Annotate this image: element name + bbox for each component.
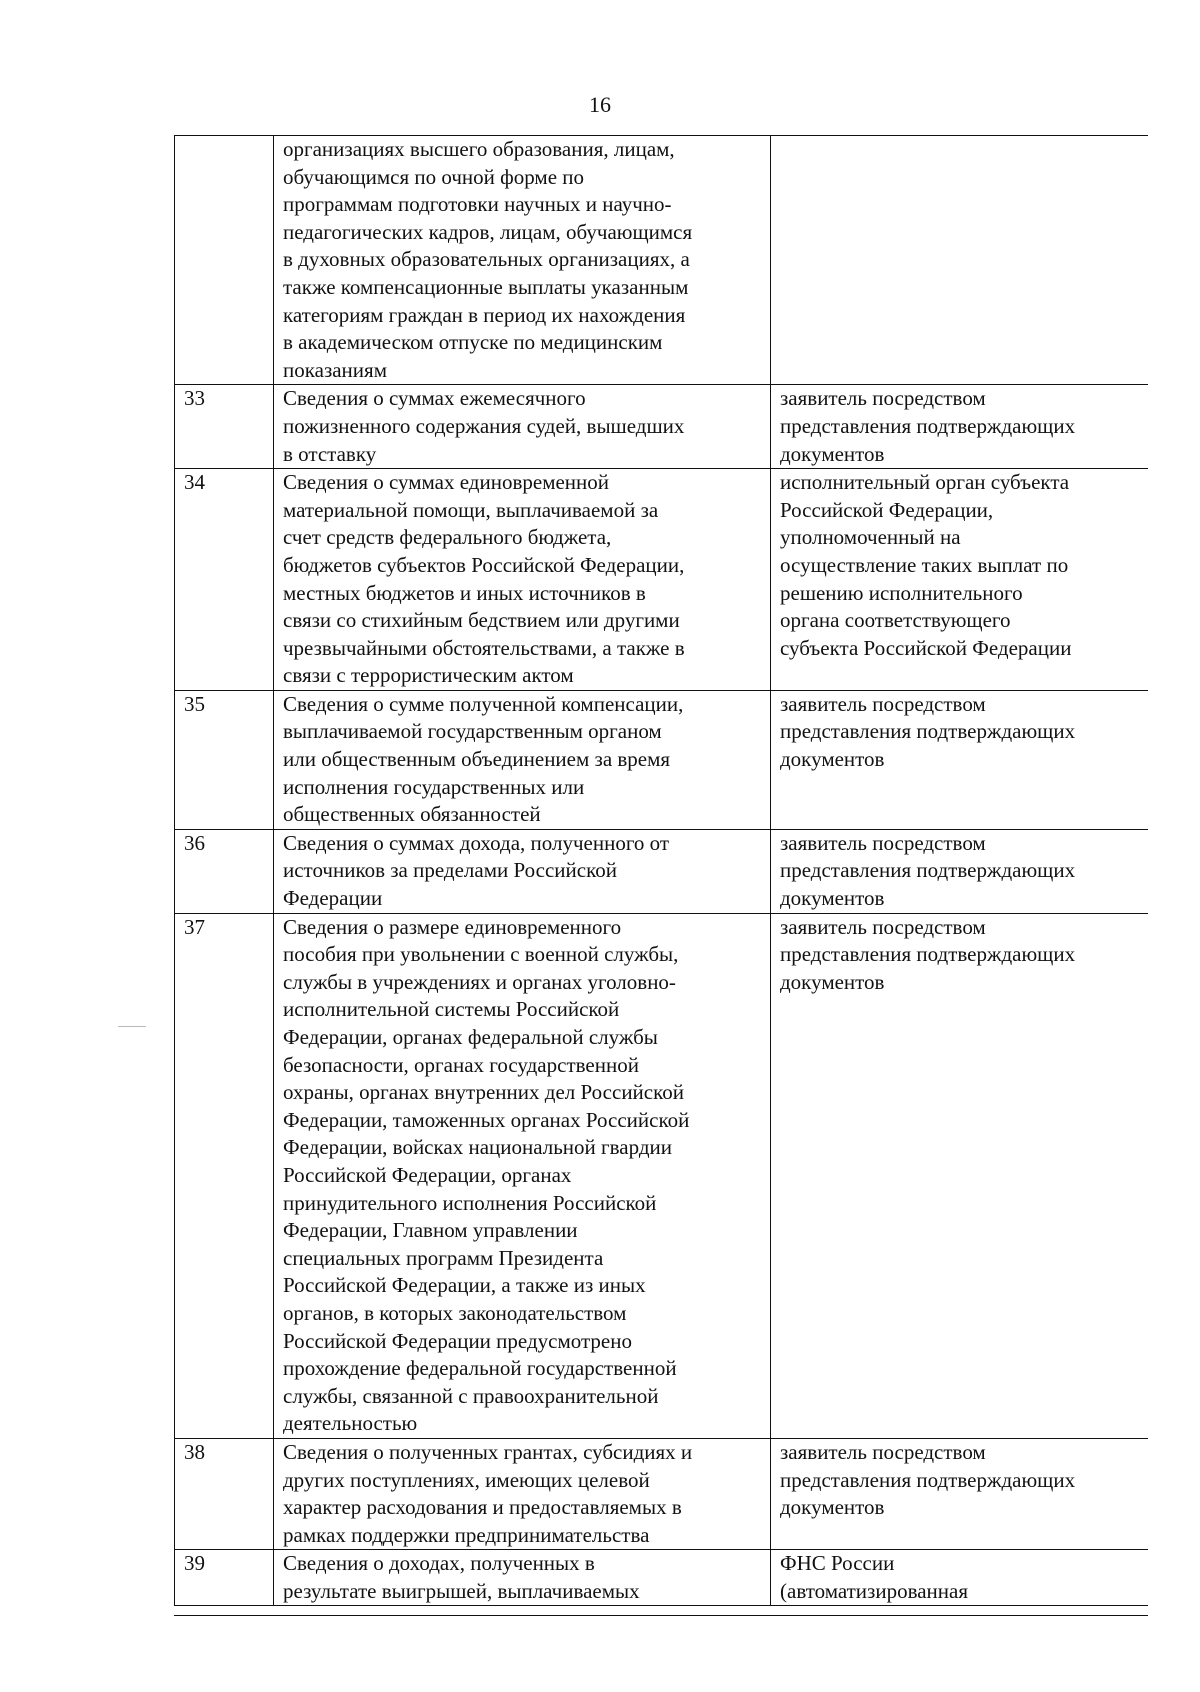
row-description (274, 1550, 771, 1606)
source-line: уполномоченный на (780, 525, 961, 550)
description-line: источников за пределами Российской (283, 858, 617, 883)
source-line: документов (780, 886, 885, 911)
source-line: (автоматизированная (780, 1578, 968, 1603)
source-line: документов (780, 441, 885, 466)
description-line: Федерации, Главном управлении (283, 1218, 578, 1243)
table-row (175, 690, 1149, 829)
description-line: в духовных образовательных организациях, а (283, 247, 690, 272)
source-line: субъекта Российской Федерации (780, 635, 1072, 660)
source-line: представления подтверждающих (780, 719, 1076, 744)
description-line: Федерации (283, 886, 383, 911)
source-line: заявитель посредством (780, 1439, 986, 1464)
table-row (175, 136, 1149, 385)
description-line: также компенсационные выплаты указанным (283, 274, 689, 299)
description-line: пожизненного содержания судей, вышедших (283, 413, 685, 438)
source-line: представления подтверждающих (780, 1467, 1076, 1492)
description-line: в академическом отпуске по медицинским (283, 330, 663, 355)
description-line: других поступлениях, имеющих целевой (283, 1467, 650, 1492)
description-line: результате выигрышей, выплачиваемых (283, 1578, 640, 1603)
row-source (771, 690, 1149, 829)
source-line: органа соответствующего (780, 608, 1011, 633)
description-line: Российской Федерации, органах (283, 1162, 572, 1187)
row-number: 34 (175, 469, 274, 691)
description-line: рамках поддержки предпринимательства (283, 1522, 650, 1547)
row-description (274, 913, 771, 1438)
source-line: документов (780, 969, 885, 994)
source-line: осуществление таких выплат по (780, 552, 1069, 577)
description-line: общественных обязанностей (283, 802, 541, 827)
description-line: деятельностью (283, 1411, 418, 1436)
description-line: Федерации, органах федеральной службы (283, 1025, 658, 1049)
description-line: или общественным объединением за время (283, 747, 671, 772)
page-number: 16 (589, 92, 611, 117)
row-description (274, 385, 771, 469)
description-line: категориям граждан в период их нахождения (283, 302, 686, 327)
document-table-wrapper (174, 135, 1148, 1616)
source-line: представления подтверждающих (780, 942, 1076, 967)
description-line: программам подготовки научных и научно- (283, 192, 672, 217)
description-line: Сведения о суммах единовременной (283, 470, 610, 495)
source-line: ФНС России (780, 1551, 895, 1576)
row-description (274, 690, 771, 829)
table-row (175, 913, 1149, 1438)
description-line: Сведения о полученных грантах, субсидиях и (283, 1439, 693, 1464)
source-line: заявитель посредством (780, 914, 986, 939)
row-number: 35 (175, 690, 274, 829)
row-number: 33 (175, 385, 274, 469)
source-line: заявитель посредством (780, 386, 986, 411)
row-description (274, 469, 771, 691)
description-line: характер расходования и предоставляемых в (283, 1495, 682, 1520)
description-line: организациях высшего образования, лицам, (283, 137, 675, 161)
source-line: документов (780, 747, 885, 772)
description-line: специальных программ Президента (283, 1245, 604, 1270)
description-line: местных бюджетов и иных источников в (283, 580, 646, 605)
description-line: Сведения о сумме полученной компенсации, (283, 691, 684, 716)
description-line: Сведения о суммах дохода, полученного от (283, 830, 670, 855)
description-line: Российской Федерации предусмотрено (283, 1328, 632, 1353)
description-line: Сведения о размере единовременного (283, 914, 622, 939)
row-source (771, 1438, 1149, 1549)
description-line: Федерации, таможенных органах Российской (283, 1107, 690, 1132)
row-number: 36 (175, 829, 274, 913)
description-line: показаниям (283, 357, 387, 382)
source-line: заявитель посредством (780, 830, 986, 855)
description-line: чрезвычайными обстоятельствами, а также в (283, 635, 685, 660)
description-line: исполнения государственных или (283, 774, 585, 799)
description-line: безопасности, органах государственной (283, 1052, 639, 1077)
description-line: пособия при увольнении с военной службы, (283, 942, 679, 967)
table-row (175, 469, 1149, 691)
table-body (175, 136, 1149, 1606)
row-description (274, 136, 771, 385)
table-row (175, 385, 1149, 469)
description-line: Сведения о суммах ежемесячного (283, 386, 586, 411)
source-line: Российской Федерации, (780, 497, 994, 522)
row-number: 37 (175, 913, 274, 1438)
description-line: счет средств федерального бюджета, (283, 525, 612, 550)
row-source (771, 913, 1149, 1438)
description-line: службы в учреждениях и органах уголовно- (283, 969, 676, 994)
row-source (771, 385, 1149, 469)
row-description (274, 829, 771, 913)
description-line: обучающимся по очной форме по (283, 164, 585, 189)
description-line: органов, в которых законодательством (283, 1300, 627, 1325)
description-line: бюджетов субъектов Российской Федерации, (283, 552, 685, 577)
source-line: представления подтверждающих (780, 413, 1076, 438)
description-line: прохождение федеральной государственной (283, 1356, 677, 1381)
source-line: документов (780, 1495, 885, 1520)
description-line: службы, связанной с правоохранительной (283, 1383, 659, 1408)
description-line: Федерации, войсках национальной гвардии (283, 1135, 672, 1160)
row-source (771, 469, 1149, 691)
description-line: в отставку (283, 441, 377, 466)
description-line: охраны, органах внутренних дел Российской (283, 1080, 684, 1105)
document-table (174, 135, 1148, 1606)
row-number: 38 (175, 1438, 274, 1549)
table-row (175, 1438, 1149, 1549)
source-line: исполнительный орган субъекта (780, 470, 1070, 495)
description-line: связи со стихийным бедствием или другими (283, 608, 680, 633)
description-line: исполнительной системы Российской (283, 997, 620, 1022)
table-row (175, 829, 1149, 913)
source-line: решению исполнительного (780, 580, 1023, 605)
description-line: Сведения о доходах, полученных в (283, 1551, 595, 1576)
description-line: педагогических кадров, лицам, обучающимся (283, 219, 693, 244)
description-line: выплачиваемой государственным органом (283, 719, 662, 744)
row-number: 39 (175, 1550, 274, 1606)
row-source (771, 1550, 1149, 1606)
row-source (771, 829, 1149, 913)
description-line: связи с террористическим актом (283, 663, 574, 688)
row-number (175, 136, 274, 385)
table-row (175, 1550, 1149, 1606)
description-line: Российской Федерации, а также из иных (283, 1273, 646, 1298)
margin-mark (118, 1026, 146, 1027)
source-line: представления подтверждающих (780, 858, 1076, 883)
row-description (274, 1438, 771, 1549)
description-line: материальной помощи, выплачиваемой за (283, 497, 659, 522)
source-line: заявитель посредством (780, 691, 986, 716)
row-source (771, 136, 1149, 385)
description-line: принудительного исполнения Российской (283, 1190, 657, 1215)
